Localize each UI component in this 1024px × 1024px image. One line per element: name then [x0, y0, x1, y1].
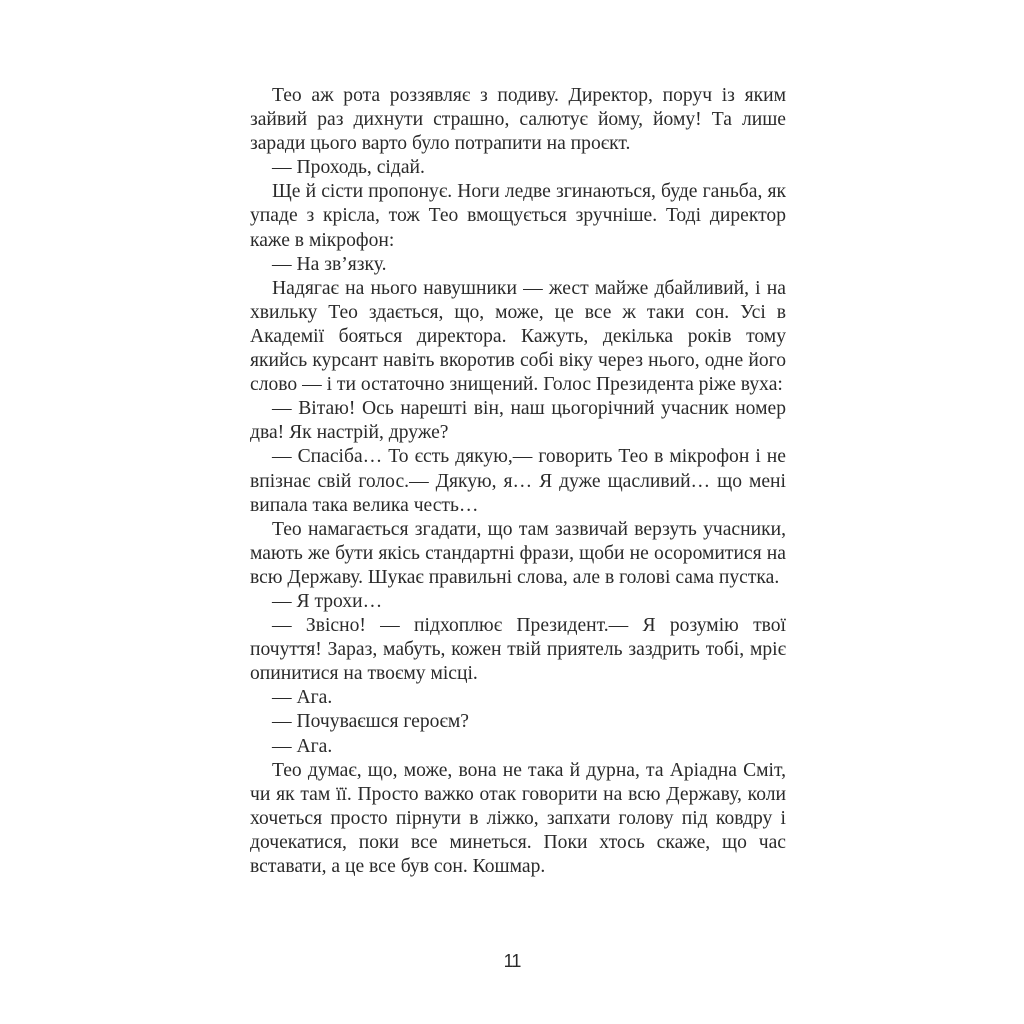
dialogue-line: — На зв’язку. [272, 253, 387, 275]
dialogue-line: — Вітаю! Ось нарешті він, наш цьогорічний учасник номер два! Як настрій, друже? [250, 398, 786, 444]
dialogue-line: — Спасіба… То єсть дякую,— говорить Тео в мікрофон і не впізнає свій голос.— Дякую, я… Я дуже щасливий… що мені випала така велика честь… [250, 446, 786, 516]
dialogue-line: — Ага. [272, 735, 333, 757]
dialogue-line: — Звісно! — підхоплює Президент.— Я розумію твої почуття! Зараз, мабуть, кожен твій приятель заздрить тобі, мріє опинитися на твоєму місці. [250, 615, 786, 685]
paragraph: Тео думає, що, може, вона не така й дурна, та Аріадна Сміт, чи як там її. Просто важко отак говорити на всю Державу, коли хочеться просто пірнути в ліжко, запхати голову під ковдру і дочекатися, поки все минеться. Поки хтось скаже, що час вставати, а це все був сон. Кошмар. [250, 759, 786, 877]
paragraph: Тео намагається згадати, що там зазвичай верзуть учасники, мають же бути якісь стандартні фрази, щоби не осоромитися на всю Державу. Шукає правильні слова, але в голові сама пустка. [250, 518, 786, 588]
dialogue-line: — Проходь, сідай. [272, 157, 425, 179]
dialogue-line: — Я трохи… [272, 590, 383, 612]
paragraph: Надягає на нього навушники — жест майже дбайливий, і на хвильку Тео здається, що, може, це все ж таки сон. Усі в Академії бояться директора. Кажуть, декілька років тому якийсь курсант навіть вкоротив собі віку через нього, одне його слово — і ти остаточно знищений. Голос Президента ріже вуха: [250, 277, 786, 396]
paragraph: Ще й сісти пропонує. Ноги ледве згинаються, буде ганьба, як упаде з крісла, тож Тео вмощується зручніше. Тоді директор каже в мікрофон: [250, 181, 786, 251]
dialogue-line: — Почуваєшся героєм? [272, 711, 469, 733]
page-number: 11 [503, 951, 521, 971]
dialogue-line: — Ага. [272, 687, 333, 709]
paragraph: Тео аж рота роззявляє з подиву. Директор, поруч із яким зайвий раз дихнути страшно, салютує йому, йому! Та лише заради цього варто було потрапити на проєкт. [250, 85, 786, 155]
book-page-text [250, 84, 786, 879]
